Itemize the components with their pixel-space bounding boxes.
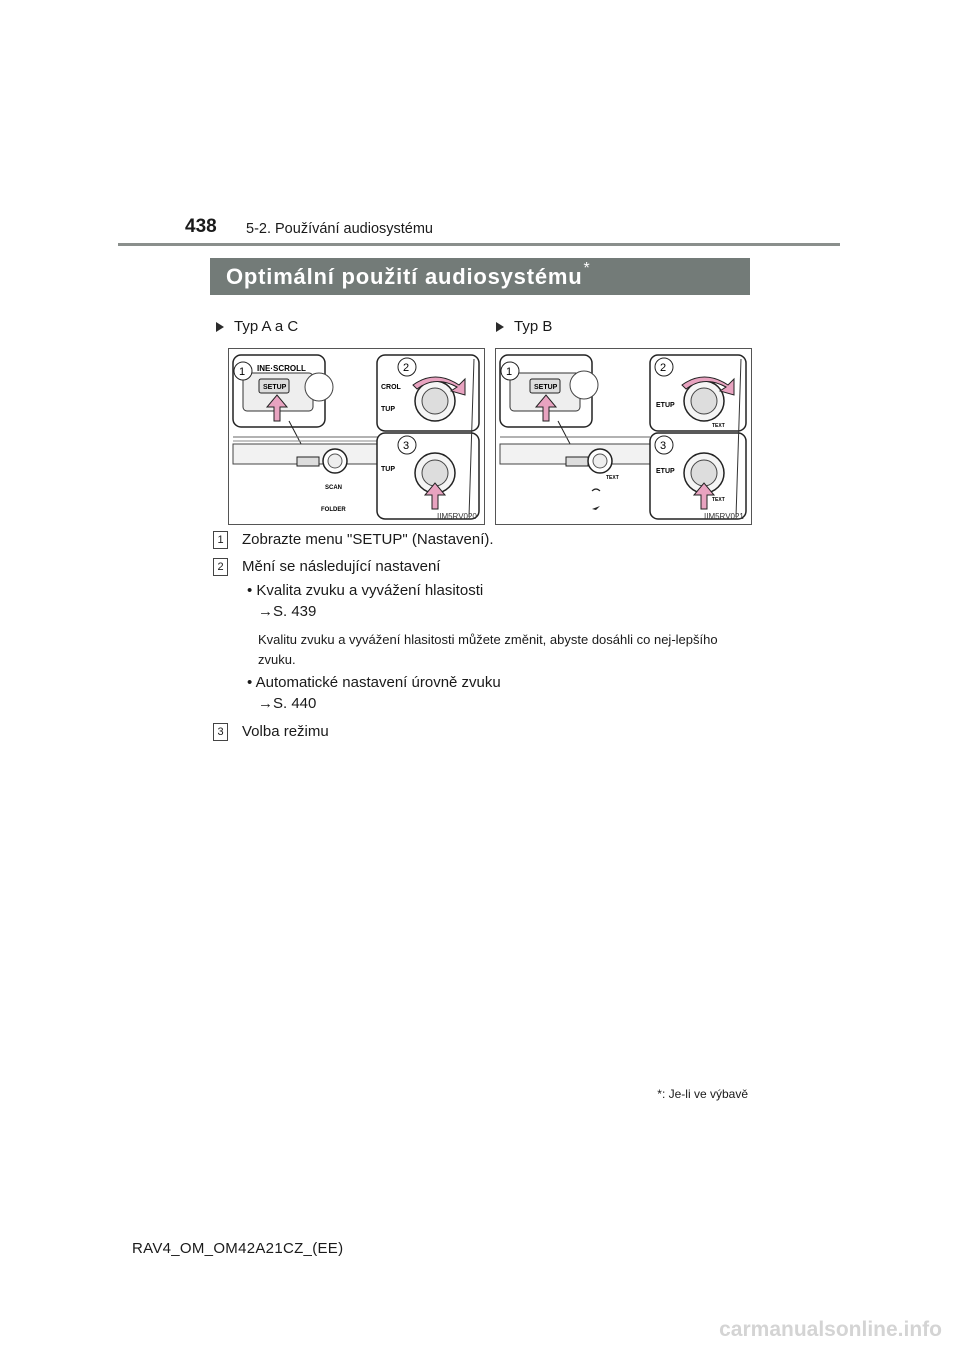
step-number: 3 [213, 723, 228, 741]
figure-type-a-c [228, 348, 485, 525]
step-2 [213, 558, 440, 576]
figure-type-b [495, 348, 752, 525]
step-number: 2 [213, 558, 228, 576]
callout-1: 1 [506, 366, 513, 378]
triangle-bullet-icon [216, 322, 224, 332]
illustration-audio-panel [496, 349, 751, 524]
footer-code: RAV4_OM_OM42A21CZ_(EE) [132, 1240, 344, 1257]
heading-band [210, 258, 750, 295]
scan-label: SCAN [325, 485, 343, 491]
footnote: *: Je-li ve výbavě [657, 1087, 748, 1101]
triangle-bullet-icon [496, 322, 504, 332]
tup-label: TUP [381, 406, 395, 413]
etup-label-2: ETUP [656, 468, 675, 475]
setup-label: SETUP [263, 384, 287, 391]
page-number: 438 [185, 216, 217, 237]
page-heading [226, 260, 591, 290]
illustration-audio-panel [229, 349, 484, 524]
setup-label: SETUP [534, 384, 558, 391]
asterisk-icon: * [583, 260, 591, 277]
figure-code: IIM5RV021 [704, 512, 744, 521]
callout-1: 1 [239, 366, 246, 378]
step-text: Zobrazte menu "SETUP" (Nastavení). [242, 531, 494, 548]
step-3 [213, 723, 329, 741]
etup-label: ETUP [656, 402, 675, 409]
step-number: 1 [213, 531, 228, 549]
bullet-item: • Kvalita zvuku a vyvážení hlasitosti [247, 582, 484, 599]
folder-label: FOLDER [321, 507, 346, 513]
figure-code: IIM5RV020 [437, 512, 477, 521]
callout-2: 2 [660, 362, 667, 374]
variant-label-left: Typ A a C [216, 318, 298, 335]
section-title: 5-2. Používání audiosystému [246, 221, 433, 237]
page-reference: →S. 439 [258, 603, 317, 620]
text-label-2: TEXT [712, 423, 725, 429]
step-1 [213, 531, 494, 549]
callout-2: 2 [403, 362, 410, 374]
note-text: Kvalitu zvuku a vyvážení hlasitosti můžete změnit, abyste dosáhli co nej-lepšího zvuku. [258, 632, 718, 667]
text-label: TEXT [606, 475, 619, 481]
step-text: Mění se následující nastavení [242, 558, 441, 575]
variant-label-right: Typ B [496, 318, 552, 335]
step-text: Volba režimu [242, 723, 329, 740]
page-reference: →S. 440 [258, 695, 317, 712]
crol-label: CROL [381, 384, 401, 391]
callout-3: 3 [403, 440, 410, 452]
header-rule [118, 243, 840, 246]
bullet-item: • Automatické nastavení úrovně zvuku [247, 674, 501, 691]
watermark: carmanualsonline.info [719, 1318, 942, 1341]
callout-3: 3 [660, 440, 667, 452]
heading-title: Optimální použití audiosystému [226, 264, 583, 289]
tup-label-2: TUP [381, 466, 395, 473]
text-label-3: TEXT [712, 497, 725, 503]
scroll-label: INE·SCROLL [257, 364, 306, 373]
